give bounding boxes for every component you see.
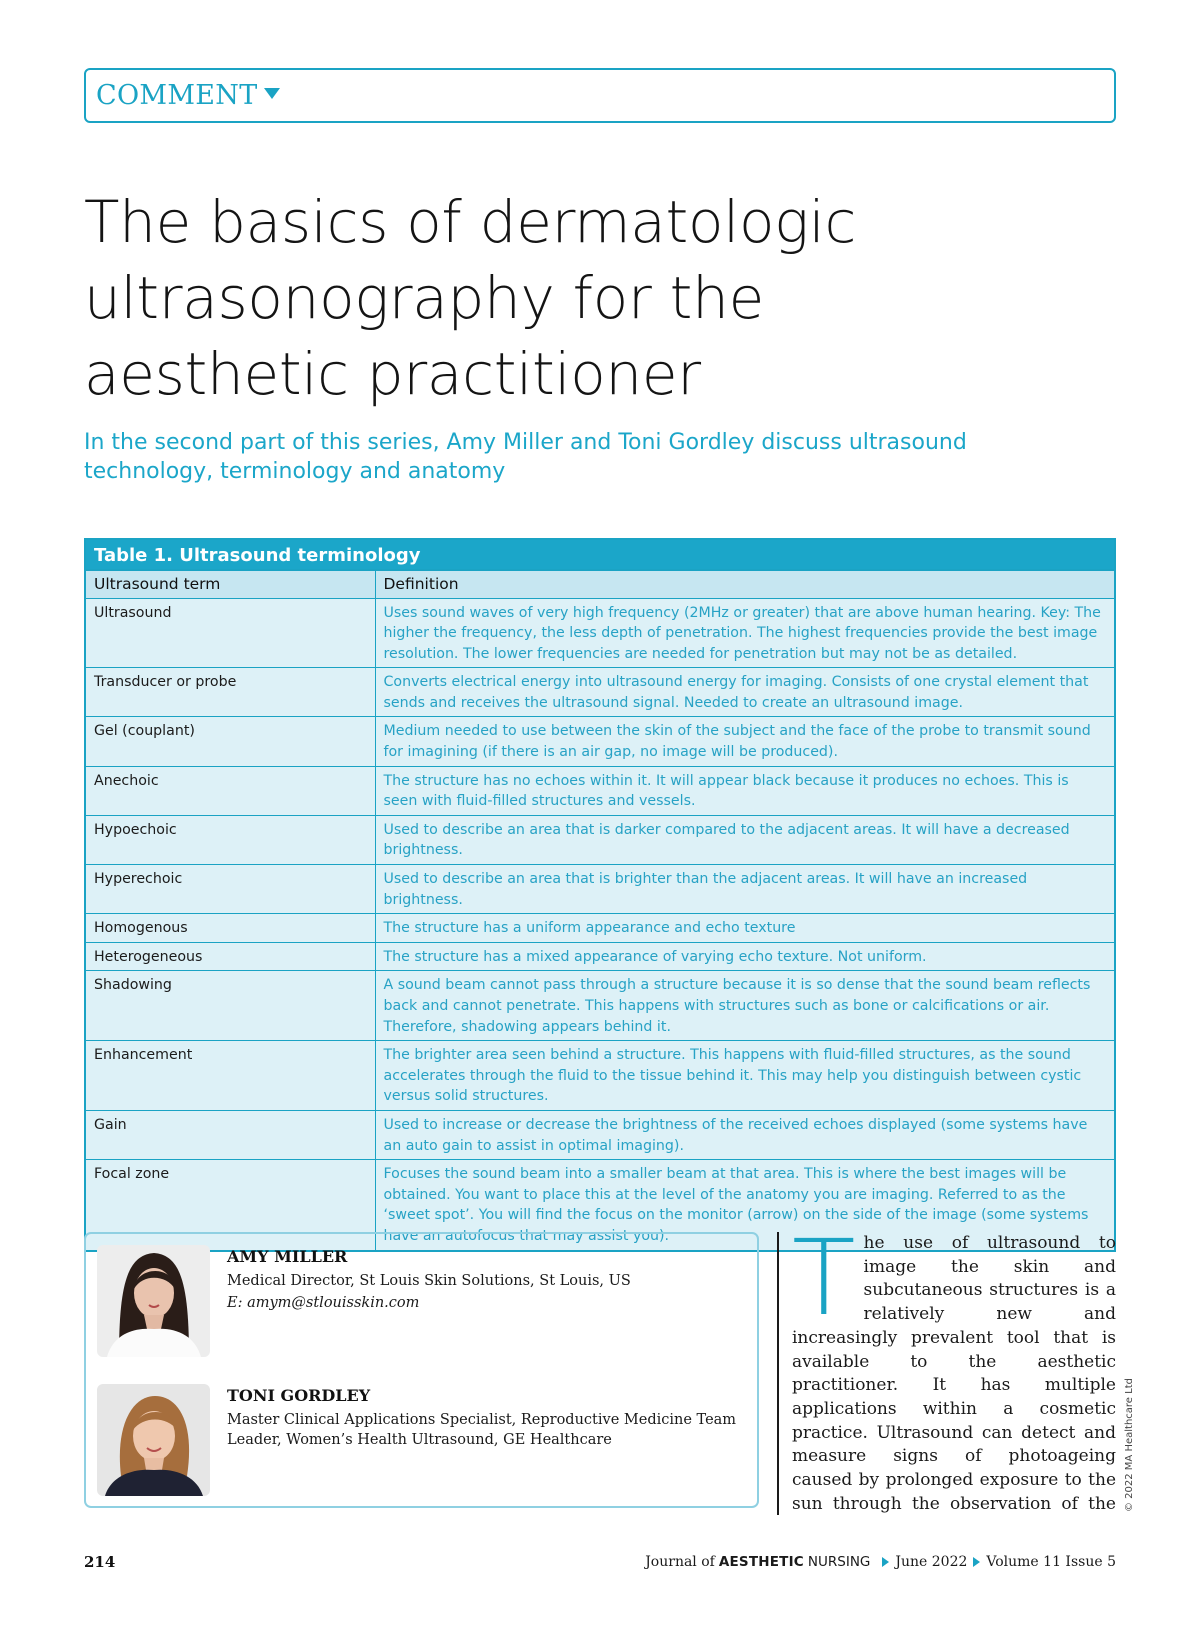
term-cell: Gel (couplant) [85, 717, 375, 766]
term-cell: Gain [85, 1110, 375, 1159]
table-row [85, 668, 1115, 717]
triangle-right-icon [882, 1557, 889, 1567]
author-box [84, 1232, 759, 1508]
table-row [85, 766, 1115, 815]
table-row [85, 1041, 1115, 1111]
author-role: Medical Director, St Louis Skin Solutions, St Louis, US [227, 1273, 631, 1289]
author-name: AMY MILLER [227, 1247, 348, 1266]
volume-issue: Volume 11 Issue 5 [986, 1554, 1116, 1570]
caret-down-icon [264, 88, 280, 99]
term-cell: Hypoechoic [85, 815, 375, 864]
terminology-table [84, 538, 1116, 1252]
article-title: The basics of dermatologic ultrasonography for the aesthetic practitioner [84, 188, 857, 408]
table-header-row [85, 570, 1115, 598]
term-cell: Anechoic [85, 766, 375, 815]
journal-prefix: Journal of [645, 1554, 715, 1570]
table-row [85, 598, 1115, 668]
table-row [85, 942, 1115, 971]
section-label: COMMENT [96, 80, 258, 111]
definition-cell: Focuses the sound beam into a smaller beam at that area. This is where the best images will be obtained. You want to place this at the level of the anatomy you are imaging. Referred to as the ‘sweet spot’. You will find the focus on the monitor (arrow) on the side of the image (some systems have an autofocus that may assist you). [375, 1160, 1115, 1251]
definition-cell: A sound beam cannot pass through a structure because it is so dense that the sound beam reflects back and cannot penetrate. This happens with structures such as bone or calcifications or air. Therefore, shadowing appears behind it. [375, 971, 1115, 1041]
section-header [84, 68, 1116, 123]
table-caption: Table 1. Ultrasound terminology [84, 538, 1116, 569]
table-row [85, 1110, 1115, 1159]
table-row [85, 971, 1115, 1041]
article-standfirst: In the second part of this series, Amy Miller and Toni Gordley discuss ultrasound technology, terminology and anatomy [84, 430, 967, 484]
definition-cell: The structure has a mixed appearance of varying echo texture. Not uniform. [375, 942, 1115, 971]
column-rule [777, 1232, 779, 1515]
term-cell: Homogenous [85, 914, 375, 943]
page-number: 214 [84, 1553, 116, 1571]
table-row [85, 815, 1115, 864]
definition-cell: Medium needed to use between the skin of the subject and the face of the probe to transmit sound for imagining (if there is an air gap, no image will be produced). [375, 717, 1115, 766]
table-row [85, 717, 1115, 766]
term-cell: Enhancement [85, 1041, 375, 1111]
author-portrait-image [97, 1245, 210, 1357]
journal-brand: AESTHETIC [718, 1554, 804, 1570]
definition-cell: Used to describe an area that is darker compared to the adjacent areas. It will have a decreased brightness. [375, 815, 1115, 864]
author-photo [97, 1245, 210, 1357]
definition-cell: The brighter area seen behind a structure. This happens with fluid-filled structures, as the sound accelerates through the fluid to the tissue behind it. This may help you distinguish between cystic versus solid structures. [375, 1041, 1115, 1111]
definition-cell: Used to increase or decrease the brightness of the received echoes displayed (some systems have an auto gain to assist in optimal imaging). [375, 1110, 1115, 1159]
term-cell: Ultrasound [85, 598, 375, 668]
author-photo [97, 1384, 210, 1496]
copyright-notice: © 2022 MA Healthcare Ltd [1124, 1378, 1135, 1512]
body-paragraph: he use of ultrasound to image the skin and subcutaneous structures is a relatively new and increasingly prevalent tool that is available to the aesthetic practitioner. It has multiple applications within a cosmetic practice. Ultrasound can detect and measure signs of photoageing caused by prolonged exposure to the sun through the observation of the [792, 1233, 1116, 1514]
author-amy-miller [97, 1245, 747, 1360]
journal-brand-rest: NURSING [807, 1554, 871, 1570]
definition-cell: Uses sound waves of very high frequency (2MHz or greater) that are above human hearing. Key: The higher the frequency, the less depth of penetration. The highest frequencies provide the best image resolution. The lower frequencies are needed for penetration but may not be as detailed. [375, 598, 1115, 668]
journal-footer [645, 1554, 1116, 1570]
author-email: E: amym@stlouisskin.com [227, 1295, 420, 1311]
definition-cell: Converts electrical energy into ultrasound energy for imaging. Consists of one crystal element that sends and receives the ultrasound signal. Needed to create an ultrasound image. [375, 668, 1115, 717]
column-header-term: Ultrasound term [85, 570, 375, 598]
author-name: TONI GORDLEY [227, 1386, 371, 1405]
issue-date: June 2022 [895, 1554, 968, 1570]
definition-cell: Used to describe an area that is brighter than the adjacent areas. It will have an increased brightness. [375, 865, 1115, 914]
table-row [85, 865, 1115, 914]
definition-cell: The structure has a uniform appearance and echo texture [375, 914, 1115, 943]
term-cell: Hyperechoic [85, 865, 375, 914]
term-cell: Focal zone [85, 1160, 375, 1251]
column-header-definition: Definition [375, 570, 1115, 598]
term-cell: Transducer or probe [85, 668, 375, 717]
body-text [792, 1232, 1116, 1516]
definition-cell: The structure has no echoes within it. It will appear black because it produces no echoes. This is seen with fluid-filled structures and vessels. [375, 766, 1115, 815]
author-portrait-image [97, 1384, 210, 1496]
triangle-right-icon [973, 1557, 980, 1567]
drop-cap: T [792, 1232, 856, 1339]
term-cell: Heterogeneous [85, 942, 375, 971]
term-cell: Shadowing [85, 971, 375, 1041]
table-row [85, 914, 1115, 943]
author-role: Master Clinical Applications Specialist, Reproductive Medicine Team Leader, Women’s Health Ultrasound, GE Healthcare [227, 1412, 737, 1448]
author-toni-gordley [97, 1384, 747, 1499]
